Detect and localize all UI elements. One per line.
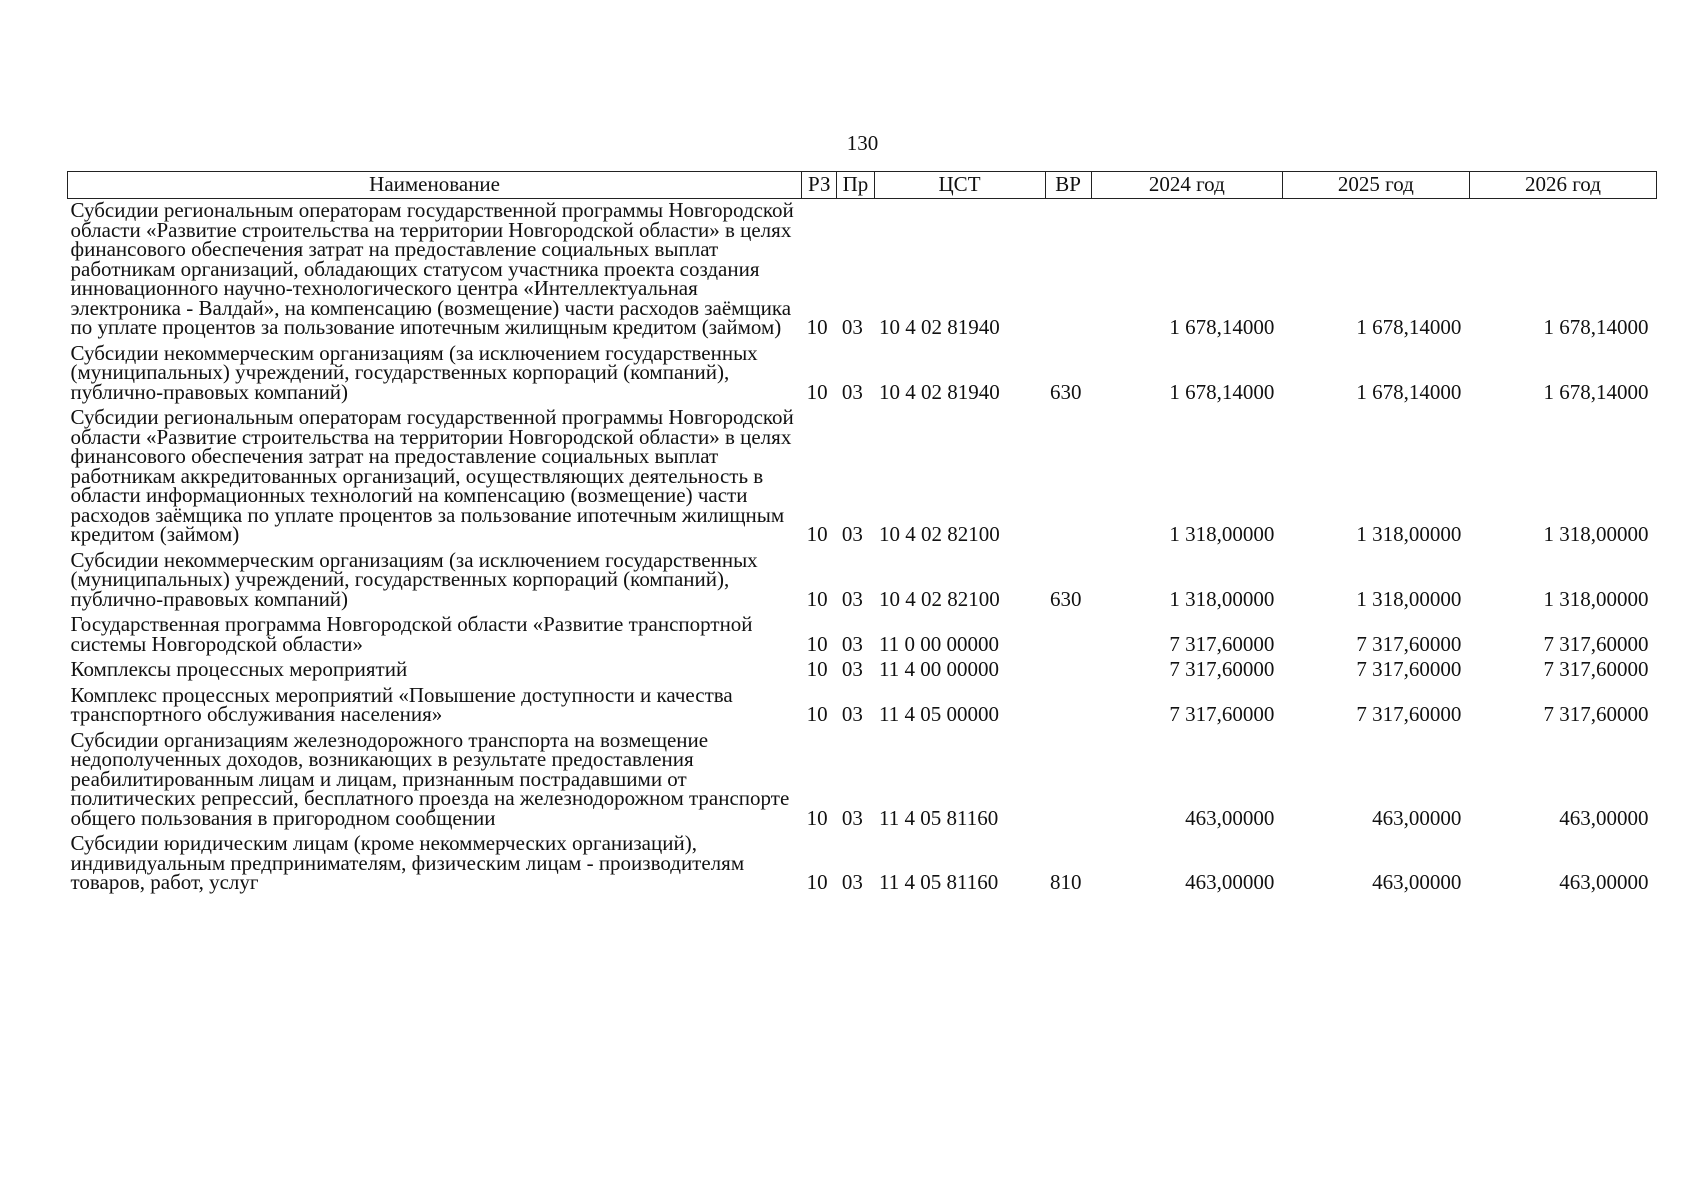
row-pr: 03 xyxy=(841,631,863,656)
row-2026: 1 678,14000 xyxy=(1543,315,1649,339)
row-pr: 03 xyxy=(841,586,863,611)
row-rz: 10 xyxy=(806,379,828,404)
table-row xyxy=(68,729,1657,833)
row-2024: 1 318,00000 xyxy=(1169,522,1275,546)
row-rz: 10 xyxy=(806,522,828,546)
row-cst: 10 4 02 82100 xyxy=(879,522,1000,546)
header-row xyxy=(68,172,1657,199)
row-2024: 1 678,14000 xyxy=(1169,379,1275,404)
row-2024: 7 317,60000 xyxy=(1169,657,1275,681)
row-rz: 10 xyxy=(806,315,828,339)
row-name: Субсидии юридическим лицам (кроме некоммерческих организаций), индивидуальным предпринимателям, физическим лицам - производителям товаров, работ, услуг xyxy=(70,831,745,894)
table-row xyxy=(68,832,1657,897)
table-row xyxy=(68,658,1657,684)
row-name: Комплекс процессных мероприятий «Повышение доступности и качества транспортного обслуживания населения» xyxy=(70,682,733,726)
row-name: Субсидии региональным операторам государственной программы Новгородской области «Развитие строительства на территории Новгородской области» в целях финансового обеспечения затрат на предоставление социальных выплат работникам организаций, обладающих статусом участника проекта создания инновационного научно-технологического центра «Интеллектуальная электроника - Валдай», на компенсацию (возмещение) части расходов заёмщика по уплате процентов за пользование ипотечным жилищным кредитом (займом) xyxy=(70,198,794,339)
row-2025: 463,00000 xyxy=(1372,870,1462,894)
row-rz: 10 xyxy=(806,657,828,681)
row-2026: 7 317,60000 xyxy=(1543,657,1649,681)
row-pr: 03 xyxy=(841,379,863,404)
row-vr xyxy=(1045,199,1091,342)
row-cst: 11 4 05 00000 xyxy=(879,702,1000,726)
row-2024: 7 317,60000 xyxy=(1169,631,1275,656)
table-row xyxy=(68,613,1657,658)
row-2025: 7 317,60000 xyxy=(1356,702,1462,726)
header-name: Наименование xyxy=(68,172,802,199)
row-2026: 463,00000 xyxy=(1559,805,1649,830)
row-2025: 7 317,60000 xyxy=(1356,657,1462,681)
row-cst: 11 4 00 00000 xyxy=(879,657,1000,681)
row-2025: 1 318,00000 xyxy=(1356,522,1462,546)
row-vr xyxy=(1045,729,1091,833)
row-pr: 03 xyxy=(841,702,863,726)
row-2025: 1 318,00000 xyxy=(1356,586,1462,611)
row-name: Комплексы процессных мероприятий xyxy=(70,657,408,681)
row-vr xyxy=(1045,613,1091,658)
row-cst: 10 4 02 81940 xyxy=(879,379,1000,404)
table-row xyxy=(68,406,1657,549)
table-header xyxy=(68,172,1657,199)
header-pr: Пр xyxy=(837,172,874,199)
row-rz: 10 xyxy=(806,870,828,894)
row-cst: 11 4 05 81160 xyxy=(879,805,999,830)
row-vr: 630 xyxy=(1050,379,1082,404)
row-rz: 10 xyxy=(806,805,828,830)
row-pr: 03 xyxy=(841,870,863,894)
row-2026: 1 318,00000 xyxy=(1543,586,1649,611)
row-pr: 03 xyxy=(841,315,863,339)
row-2024: 463,00000 xyxy=(1185,870,1275,894)
budget-table xyxy=(67,171,1657,897)
header-2024: 2024 год xyxy=(1091,172,1282,199)
row-cst: 10 4 02 82100 xyxy=(879,586,1000,611)
row-vr xyxy=(1045,658,1091,684)
row-cst: 11 4 05 81160 xyxy=(879,870,999,894)
row-2024: 1 678,14000 xyxy=(1169,315,1275,339)
row-2026: 463,00000 xyxy=(1559,870,1649,894)
row-name: Субсидии некоммерческим организациям (за исключением государственных (муниципальных) учреждений, государственных корпораций (компаний), публично-правовых компаний) xyxy=(70,340,758,404)
row-2025: 1 678,14000 xyxy=(1356,315,1462,339)
row-cst: 10 4 02 81940 xyxy=(879,315,1000,339)
page-number: 130 xyxy=(846,131,879,155)
row-2025: 1 678,14000 xyxy=(1356,379,1462,404)
row-2026: 1 318,00000 xyxy=(1543,522,1649,546)
table-row xyxy=(68,684,1657,729)
header-cst: ЦСТ xyxy=(874,172,1045,199)
row-vr xyxy=(1045,684,1091,729)
row-2026: 1 678,14000 xyxy=(1543,379,1649,404)
row-pr: 03 xyxy=(841,657,863,681)
row-2024: 463,00000 xyxy=(1185,805,1275,830)
row-pr: 03 xyxy=(841,522,863,546)
row-name: Субсидии региональным операторам государственной программы Новгородской области «Развитие строительства на территории Новгородской области» в целях финансового обеспечения затрат на предоставление социальных выплат работникам аккредитованных организаций, осуществляющих деятельность в области информационных технологий на компенсацию (возмещение) части расходов заёмщика по уплате процентов за пользование ипотечным жилищным кредитом (займом) xyxy=(70,405,794,546)
header-rz: РЗ xyxy=(802,172,837,199)
row-2026: 7 317,60000 xyxy=(1543,702,1649,726)
row-2025: 463,00000 xyxy=(1372,805,1462,830)
table-row xyxy=(68,342,1657,407)
row-pr: 03 xyxy=(841,805,863,830)
row-name: Государственная программа Новгородской области «Развитие транспортной системы Новгородской области» xyxy=(70,612,753,656)
row-rz: 10 xyxy=(806,586,828,611)
row-2025: 7 317,60000 xyxy=(1356,631,1462,656)
row-rz: 10 xyxy=(806,702,828,726)
row-vr xyxy=(1045,406,1091,549)
row-name: Субсидии некоммерческим организациям (за исключением государственных (муниципальных) учреждений, государственных корпораций (компаний), публично-правовых компаний) xyxy=(70,547,758,611)
header-vr: ВР xyxy=(1045,172,1091,199)
row-vr: 810 xyxy=(1050,870,1082,894)
row-name: Субсидии организациям железнодорожного транспорта на возмещение недополученных доходов, возникающих в результате предоставления реабилитированным лицам и лицам, признанным пострадавшими от политических репрессий, бесплатного проезда на железнодорожном транспорте общего пользования в пригородном сообщении xyxy=(70,727,790,830)
table-body xyxy=(68,199,1657,897)
header-2025: 2025 год xyxy=(1282,172,1469,199)
row-2026: 7 317,60000 xyxy=(1543,631,1649,656)
row-cst: 11 0 00 00000 xyxy=(879,631,1000,656)
row-2024: 7 317,60000 xyxy=(1169,702,1275,726)
row-rz: 10 xyxy=(806,631,828,656)
row-vr: 630 xyxy=(1050,586,1082,611)
header-2026: 2026 год xyxy=(1469,172,1656,199)
table-row xyxy=(68,199,1657,342)
row-2024: 1 318,00000 xyxy=(1169,586,1275,611)
table-row xyxy=(68,549,1657,614)
